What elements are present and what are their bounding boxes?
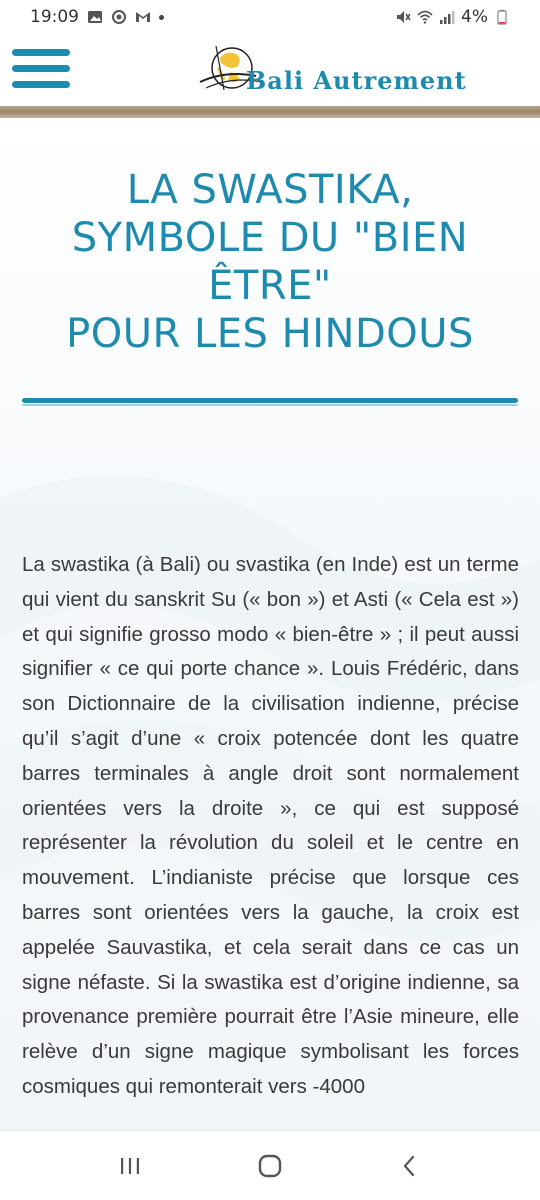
menu-bar	[12, 65, 70, 72]
status-bar	[0, 0, 540, 34]
system-nav-bar	[0, 1130, 540, 1200]
title-divider-shadow	[22, 404, 518, 406]
image-icon	[87, 9, 103, 25]
sync-icon	[111, 9, 127, 25]
title-line: SYMBOLE DU "BIEN	[71, 215, 469, 261]
status-time: 19:09	[30, 7, 79, 27]
main-content	[0, 118, 540, 1130]
recent-apps-button[interactable]	[100, 1146, 160, 1186]
site-logo[interactable]	[196, 40, 526, 106]
home-icon	[256, 1152, 284, 1180]
back-button[interactable]	[380, 1146, 440, 1186]
status-left	[30, 7, 164, 27]
home-button[interactable]	[240, 1146, 300, 1186]
signal-icon	[439, 9, 455, 25]
article-body: La swastika (à Bali) ou svastika (en Inde) est un terme qui vient du sanskrit Su (« bon ») et Asti (« Cela est ») et qui signifie grosso modo « bien-être » ; il peut aussi signifier « ce qui porte chance ». Louis Frédéric, dans son Dictionnaire de la civilisation indienne, précise qu’il s’agit d’une « croix potencée dont les quatre barres terminales à angle droit sont normalement orientées vers la droite », ce qui est supposé représenter la révolution du soleil et le centre en mouvement. L’indianiste précise que lorsque ces barres sont orientées vers la gauche, la croix est appelée Sauvastika, et cela serait dans ce cas un signe néfaste. Si la swastika est d’origine indienne, sa provenance première pourrait être l’Asie mineure, elle relève d’un signe magique symbolisant les forces cosmiques qui remonterait vers -4000	[22, 553, 519, 1098]
menu-bar	[12, 81, 70, 88]
battery-percent: 4%	[461, 7, 488, 27]
notification-dot-icon	[159, 15, 164, 20]
title-line: POUR LES HINDOUS	[66, 311, 474, 357]
mute-icon	[395, 9, 411, 25]
wifi-icon	[417, 9, 433, 25]
recent-apps-icon	[118, 1154, 142, 1178]
article-title	[20, 166, 520, 358]
title-divider	[22, 398, 518, 403]
decorative-wood-strip	[0, 106, 540, 118]
title-line: ÊTRE"	[208, 263, 332, 309]
battery-icon	[494, 9, 510, 25]
back-icon	[398, 1154, 422, 1178]
site-header	[0, 34, 540, 110]
logo-text: Bali Autrement	[246, 66, 467, 95]
hamburger-menu-icon[interactable]	[12, 47, 70, 91]
title-line: LA SWASTIKA,	[126, 167, 414, 213]
menu-bar	[12, 49, 70, 56]
status-right	[395, 7, 510, 27]
gmail-icon	[135, 9, 151, 25]
